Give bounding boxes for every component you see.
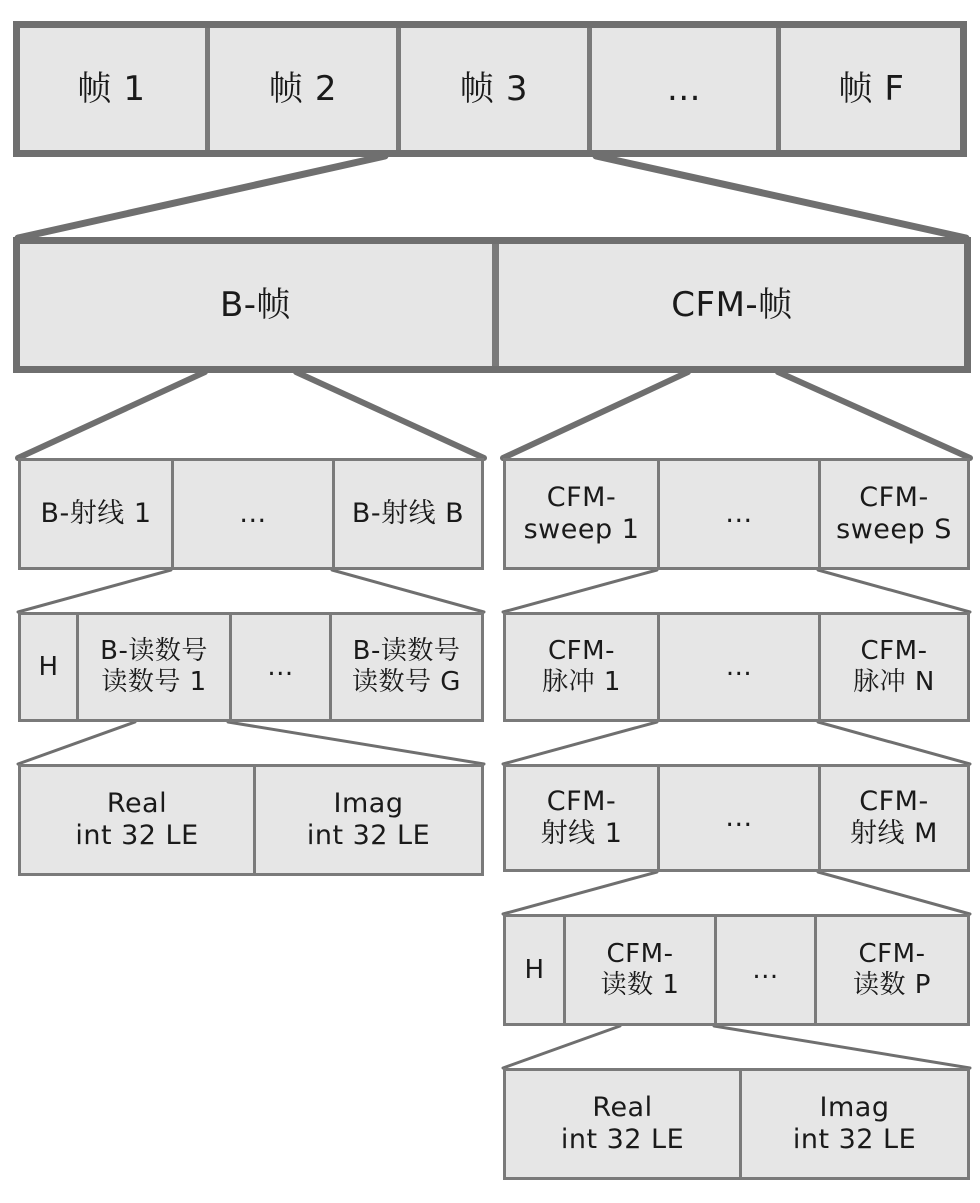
b-ray-cell [18, 458, 174, 570]
expansion-line [18, 570, 171, 612]
frame-cell [397, 22, 591, 156]
cell-text: ... [725, 651, 753, 682]
cfm-pulse-cell [657, 612, 821, 722]
cell-text: ... [725, 802, 753, 834]
cfm-read-cell [563, 914, 717, 1026]
cell-text: ... [752, 954, 779, 985]
expansion-line [296, 372, 484, 458]
expansion-line [818, 722, 970, 764]
frame-cell [777, 22, 966, 156]
b-read-cell [229, 612, 332, 722]
cfm-ray-cell [818, 764, 970, 872]
cell-text: 帧 2 [269, 68, 337, 109]
b-read-cell [76, 612, 232, 722]
b-read-cell [18, 612, 79, 722]
cfm-sample-cell [503, 1068, 742, 1180]
cell-text: CFM- [548, 636, 615, 667]
cell-text: Imag [819, 1092, 890, 1124]
expansion-line [18, 372, 205, 458]
cell-text: CFM- [859, 786, 929, 818]
cell-text: B-帧 [219, 284, 292, 325]
frame-type-cell [14, 238, 497, 372]
cell-text: CFM-帧 [671, 284, 793, 325]
cell-text: int 32 LE [560, 1124, 685, 1155]
expansion-line [596, 156, 966, 238]
cell-text: int 32 LE [792, 1124, 917, 1155]
b-ray-cell [332, 458, 484, 570]
cell-text: Real [106, 788, 168, 820]
cfm-pulse-cell [503, 612, 660, 722]
b-read-cell [329, 612, 484, 722]
cfm-read-cell [503, 914, 566, 1026]
cell-text: Imag [333, 788, 404, 820]
cell-text: 读数 P [853, 970, 931, 1000]
expansion-line [818, 570, 970, 612]
expansion-line [778, 372, 970, 458]
cell-text: B-读数号 [100, 636, 208, 667]
cell-text: CFM- [858, 939, 926, 970]
expansion-line [503, 872, 657, 914]
cell-text: 射线 M [850, 818, 938, 849]
cfm-read-cell [814, 914, 970, 1026]
cell-text: CFM- [546, 786, 617, 818]
cfm-ray-cell [657, 764, 821, 872]
cell-text: ... [725, 498, 753, 530]
cell-text: 射线 1 [540, 818, 623, 849]
cell-text: H [38, 651, 59, 682]
expansion-line [818, 872, 970, 914]
cell-text: B-射线 B [351, 498, 465, 530]
expansion-line [503, 372, 688, 458]
cell-text: H [524, 954, 545, 985]
cell-text: sweep 1 [523, 514, 640, 545]
cell-text: 帧 F [838, 68, 905, 109]
expansion-line [18, 156, 385, 238]
expansion-line [503, 722, 657, 764]
cell-text: 帧 1 [77, 68, 146, 109]
cell-text: 读数号 1 [101, 667, 207, 697]
cell-text: ... [267, 651, 294, 682]
cfm-sample-cell [739, 1068, 970, 1180]
cell-text: 脉冲 N [853, 667, 935, 697]
expansion-line [228, 722, 484, 764]
b-sample-cell [253, 764, 484, 876]
expansion-line [503, 1026, 620, 1068]
frame-cell [588, 22, 780, 156]
cfm-read-cell [714, 914, 817, 1026]
cell-text: ... [667, 68, 701, 109]
cell-text: 读数号 G [352, 667, 461, 697]
expansion-line [714, 1026, 970, 1068]
cell-text: Real [592, 1092, 653, 1124]
cell-text: 帧 3 [460, 68, 528, 109]
cfm-sweep-cell [818, 458, 970, 570]
cell-text: int 32 LE [306, 820, 431, 851]
cell-text: CFM- [860, 636, 928, 667]
cell-text: CFM- [546, 482, 617, 514]
cfm-ray-cell [503, 764, 660, 872]
cell-text: int 32 LE [75, 820, 199, 851]
cell-text: CFM- [606, 939, 674, 970]
cfm-sweep-cell [657, 458, 821, 570]
cell-text: ... [239, 498, 267, 530]
cfm-sweep-cell [503, 458, 660, 570]
frame-cell [206, 22, 400, 156]
cell-text: B-读数号 [352, 636, 461, 667]
cell-text: 脉冲 1 [542, 667, 621, 697]
cell-text: B-射线 1 [40, 498, 152, 530]
cell-text: 读数 1 [600, 970, 680, 1000]
cell-text: sweep S [836, 514, 952, 545]
expansion-line [503, 570, 657, 612]
cfm-pulse-cell [818, 612, 970, 722]
cell-text: CFM- [859, 482, 929, 514]
frame-type-cell [494, 238, 970, 372]
b-ray-cell [171, 458, 335, 570]
b-sample-cell [18, 764, 256, 876]
frame-cell [14, 22, 209, 156]
expansion-line [18, 722, 135, 764]
expansion-line [332, 570, 484, 612]
